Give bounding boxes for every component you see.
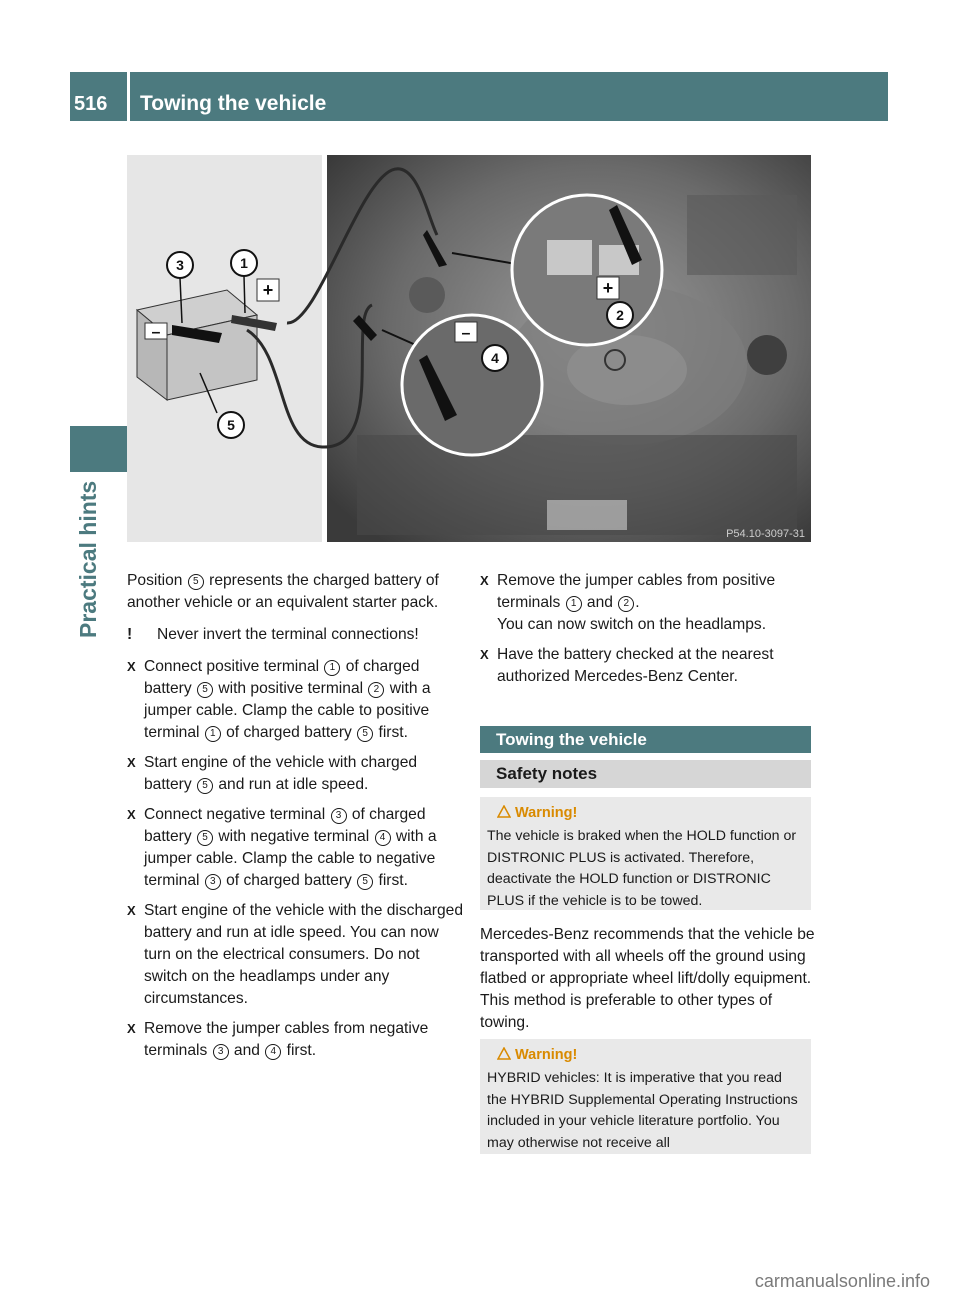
warning-body: HYBRID vehicles: It is imperative that you read the HYBRID Supplemental Operating Instructions included in your vehicle literature portfolio. You may otherwise not receive all — [487, 1070, 798, 1151]
ref-marker: 5 — [357, 874, 373, 890]
arrow-icon: X — [480, 573, 489, 588]
arrow-icon: X — [127, 807, 136, 822]
ref-marker: 4 — [375, 830, 391, 846]
callout-2: 2 — [616, 307, 624, 323]
callout-3: 3 — [176, 257, 184, 273]
ref-marker: 3 — [205, 874, 221, 890]
ref-marker: 1 — [205, 726, 221, 742]
exclamation-icon: ! — [127, 626, 133, 643]
callout-1: 1 — [240, 255, 248, 271]
step-item: X Connect positive terminal 1 of charged battery 5 with positive terminal 2 with a jumper cable. Clamp the cable to positive terminal 1 of charged battery 5 first. — [127, 658, 431, 741]
header-divider — [127, 72, 130, 121]
figure-code: P54.10-3097-31 — [726, 528, 805, 540]
right-column — [480, 570, 811, 696]
chapter-label: Practical hints — [75, 480, 101, 638]
plus-label: + — [262, 280, 274, 300]
arrow-icon: X — [480, 647, 489, 662]
ref-marker: 3 — [331, 808, 347, 824]
caution-note: ! Never invert the terminal connections! — [127, 624, 463, 646]
warning-box-hold — [480, 797, 811, 910]
arrow-icon: X — [127, 903, 136, 918]
page-number: 516 — [74, 93, 108, 115]
jump-start-figure — [127, 155, 811, 542]
step-item: X Remove the jumper cables from negative terminals 3 and 4 first. — [127, 1020, 429, 1059]
minus-label: – — [151, 324, 161, 341]
ref-marker: 5 — [197, 682, 213, 698]
warning-triangle-icon — [497, 805, 511, 818]
step-item: X Start engine of the vehicle with the discharged battery and run at idle speed. You can now turn on the electrical consumers. Do not switch on the headlamps under any circumstances. — [127, 902, 464, 1007]
arrow-icon: X — [127, 659, 136, 674]
intro-paragraph: Position 5 represents the charged battery of another vehicle or an equivalent starter pack. — [127, 572, 439, 611]
plus-label-zoom: + — [602, 278, 614, 298]
ref-marker: 5 — [188, 574, 204, 590]
ref-marker: 2 — [368, 682, 384, 698]
warning-title: Warning! — [497, 1045, 805, 1065]
minus-label-zoom: – — [461, 325, 471, 342]
arrow-icon: X — [127, 1021, 136, 1036]
warning-triangle-icon — [497, 1047, 511, 1060]
step-item: X Remove the jumper cables from positive terminals 1 and 2 . You can now switch on the headlamps. — [480, 572, 776, 633]
subsection-heading: Safety notes — [480, 760, 811, 788]
step-item: X Have the battery checked at the nearest authorized Mercedes-Benz Center. — [480, 646, 774, 685]
warning-title: Warning! — [497, 803, 805, 823]
jump-start-illustration — [127, 155, 811, 542]
warning-box-hybrid — [480, 1039, 811, 1154]
side-tab-marker — [70, 426, 127, 472]
ref-marker: 3 — [213, 1044, 229, 1060]
ref-marker: 1 — [324, 660, 340, 676]
site-watermark: carmanualsonline.info — [754, 1271, 930, 1291]
callout-4: 4 — [491, 350, 499, 366]
left-step-list — [127, 656, 463, 1062]
ref-marker: 4 — [265, 1044, 281, 1060]
left-column — [127, 570, 463, 1070]
callout-5: 5 — [227, 417, 235, 433]
ref-marker: 5 — [357, 726, 373, 742]
ref-marker: 5 — [197, 778, 213, 794]
warning-body: The vehicle is braked when the HOLD function or DISTRONIC PLUS is activated. Therefore, deactivate the HOLD function or DISTRONIC PLUS if the vehicle is to be towed. — [487, 828, 797, 909]
step-item: X Start engine of the vehicle with charged battery 5 and run at idle speed. — [127, 754, 418, 793]
section-heading: Towing the vehicle — [480, 726, 811, 753]
ref-marker: 5 — [197, 830, 213, 846]
step-item: X Connect negative terminal 3 of charged battery 5 with negative terminal 4 with a jumper cable. Clamp the cable to negative terminal 3 of charged battery 5 first. — [127, 806, 437, 889]
page-title: Towing the vehicle — [140, 92, 327, 115]
step-result: You can now switch on the headlamps. — [497, 616, 767, 633]
arrow-icon: X — [127, 755, 136, 770]
towing-recommendation: Mercedes-Benz recommends that the vehicle be transported with all wheels off the ground using flatbed or appropriate wheel lift/dolly equipment. This method is preferable to other types of towing. — [480, 926, 815, 1031]
